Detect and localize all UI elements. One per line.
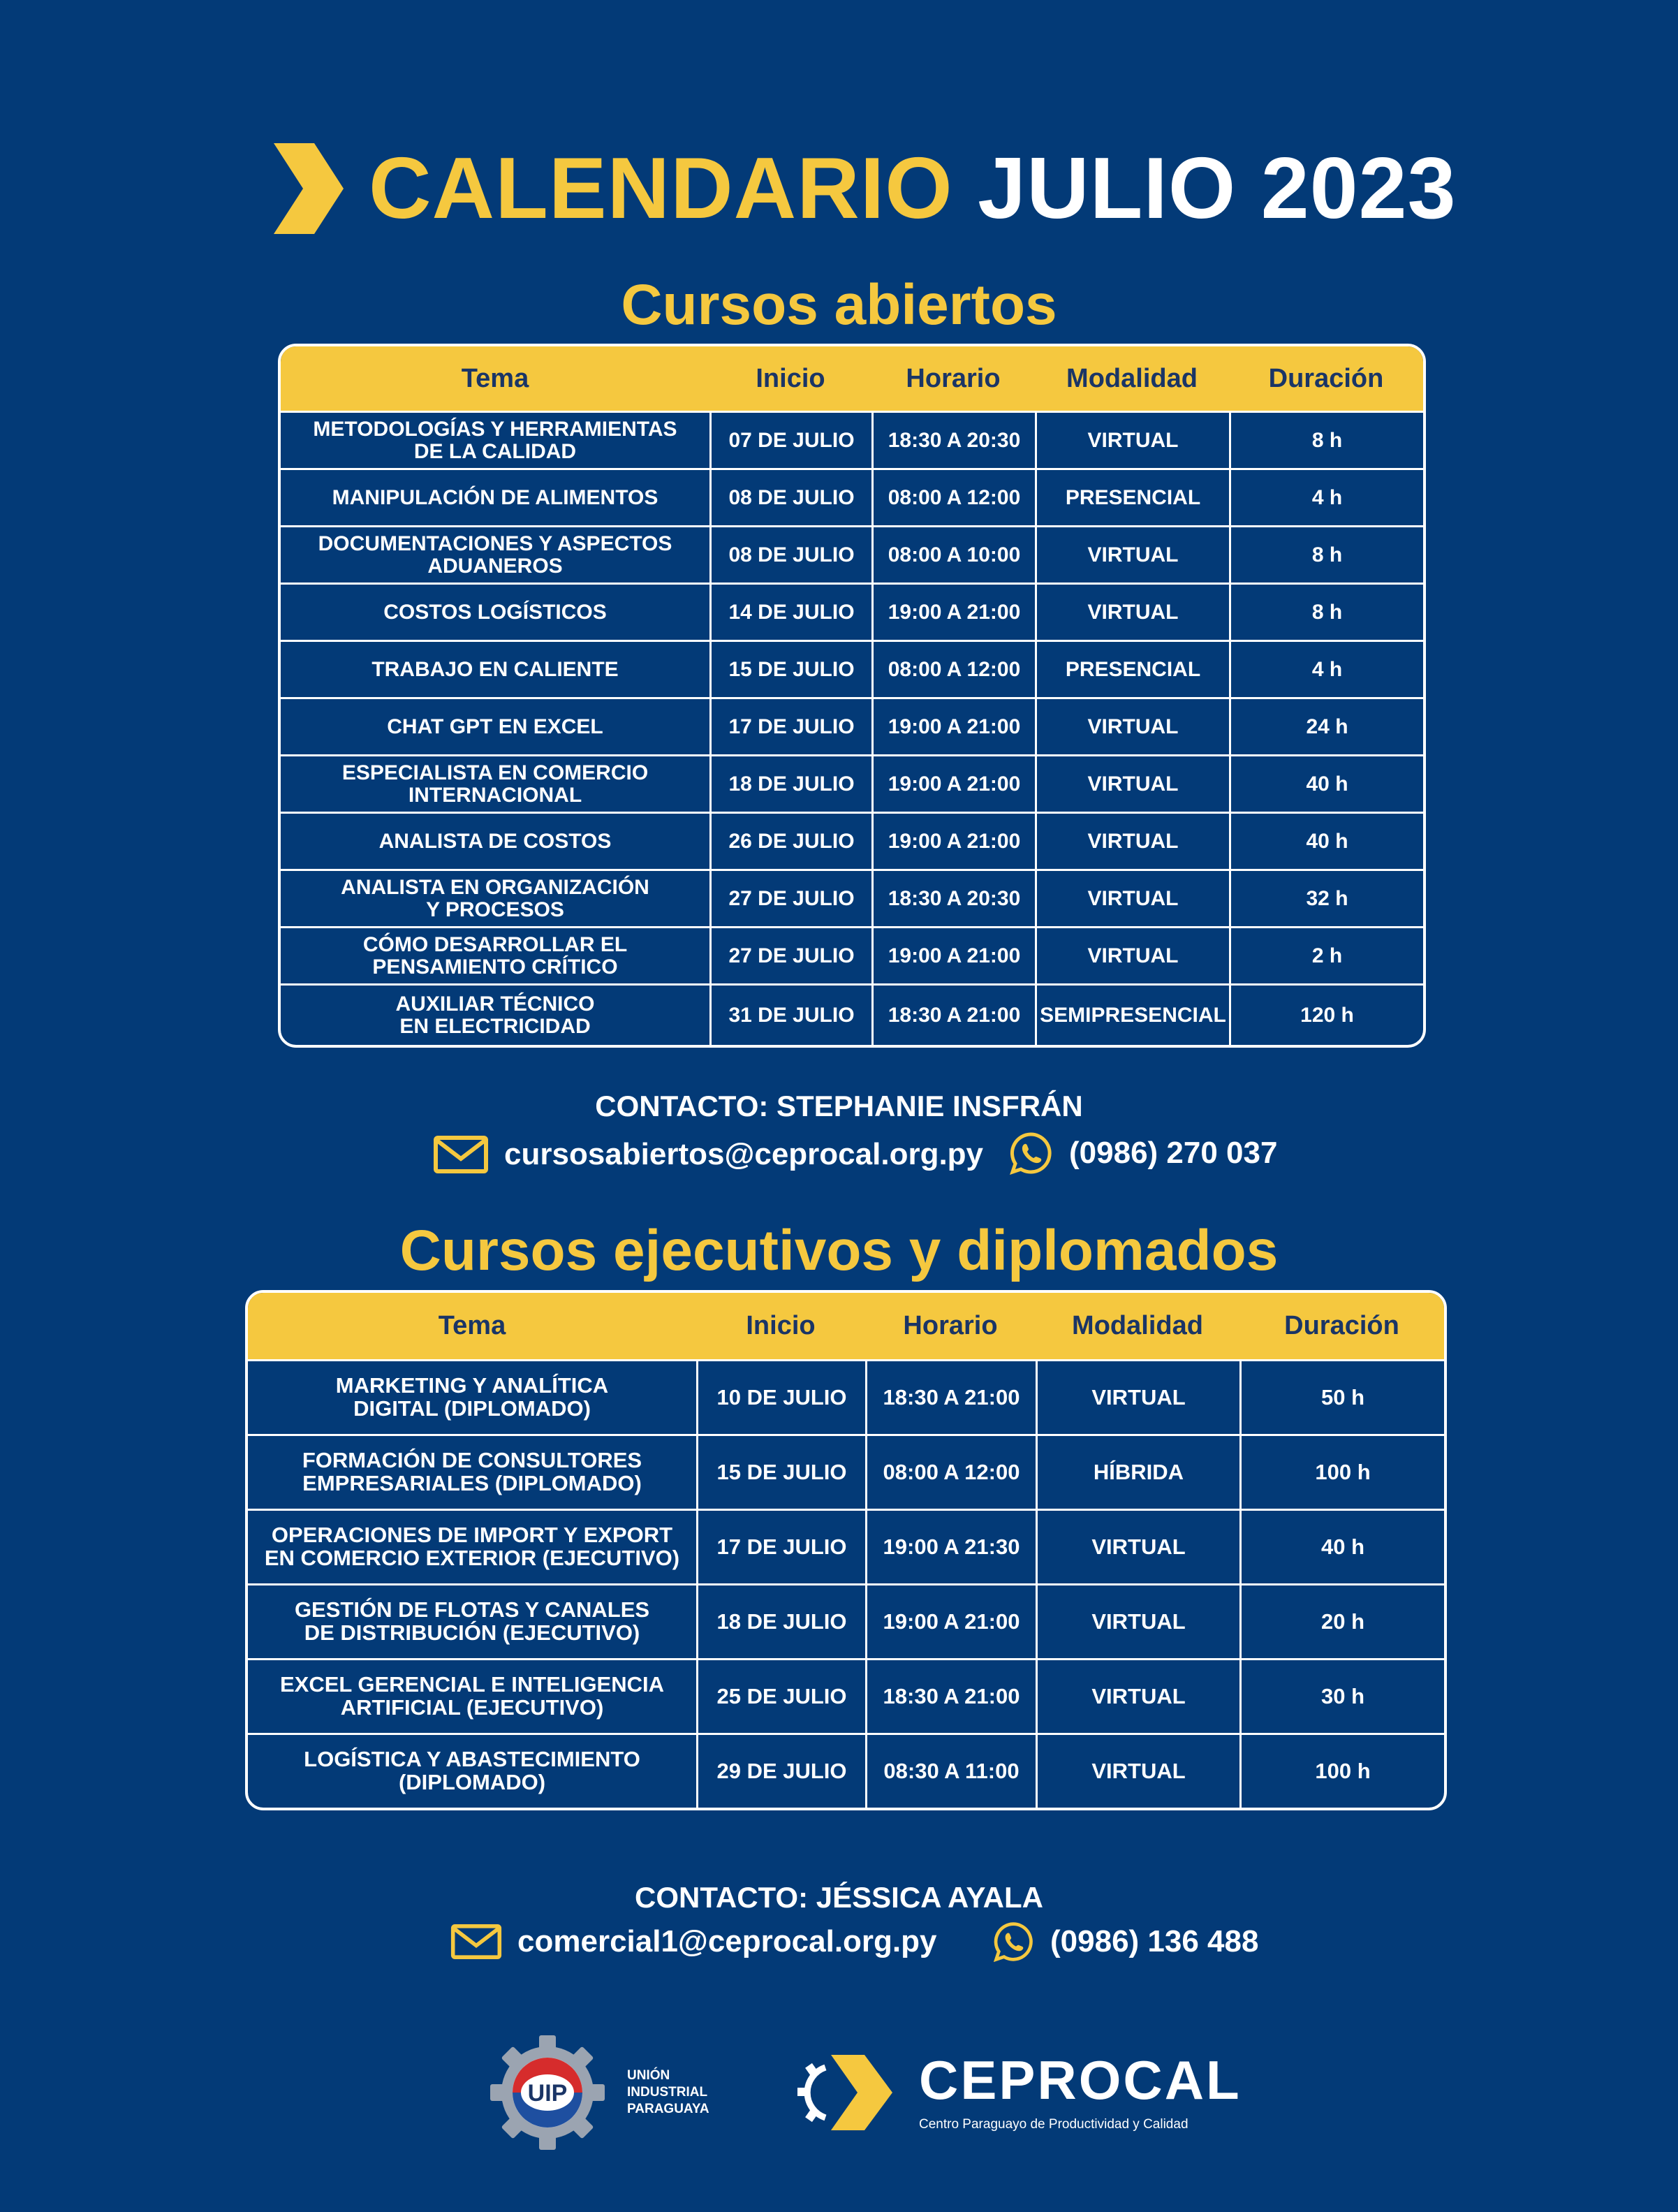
cell-col-horario: 19:00 A 21:00	[871, 928, 1035, 983]
cell-col-horario: 18:30 A 20:30	[871, 413, 1035, 468]
cell-col-inicio: 15 DE JULIO	[709, 642, 871, 697]
cell-col-inicio: 26 DE JULIO	[709, 814, 871, 869]
whatsapp-icon	[992, 1920, 1035, 1963]
cell-col-duracion: 8 h	[1229, 527, 1423, 583]
cell-col-tema: ESPECIALISTA EN COMERCIO INTERNACIONAL	[341, 761, 649, 807]
cell-col-modalidad: SEMIPRESENCIAL	[1035, 986, 1229, 1045]
table-row	[248, 1583, 1444, 1658]
cell-col-modalidad: VIRTUAL	[1035, 814, 1229, 869]
executive-courses-contact-name: CONTACTO: JÉSSICA AYALA	[635, 1881, 1043, 1914]
cell-col-inicio: 15 DE JULIO	[696, 1436, 865, 1509]
cell-col-duracion: 120 h	[1229, 986, 1423, 1045]
executive-courses-table	[245, 1290, 1447, 1810]
cell-col-duracion: 8 h	[1229, 585, 1423, 640]
cell-col-horario: 08:30 A 11:00	[865, 1735, 1036, 1808]
cell-col-duracion: 30 h	[1239, 1660, 1444, 1733]
cell-col-modalidad: PRESENCIAL	[1035, 642, 1229, 697]
cell-col-horario: 18:30 A 20:30	[871, 871, 1035, 926]
title-main: JULIO 2023	[978, 140, 1457, 237]
cell-col-modalidad: VIRTUAL	[1035, 871, 1229, 926]
table-header	[281, 346, 1423, 411]
header-col-modalidad: Modalidad	[1066, 363, 1198, 393]
ceprocal-words	[919, 2049, 1242, 2132]
table-row	[281, 525, 1423, 583]
cell-col-tema: TRABAJO EN CALIENTE	[371, 657, 619, 681]
header-col-inicio: Inicio	[746, 1311, 816, 1340]
cell-col-duracion: 100 h	[1239, 1436, 1444, 1509]
page-header	[274, 140, 1457, 237]
cell-col-tema: DOCUMENTACIONES Y ASPECTOS ADUANEROS	[318, 532, 672, 578]
table-row	[281, 926, 1423, 983]
cell-col-modalidad: VIRTUAL	[1035, 413, 1229, 468]
executive-courses-title: Cursos ejecutivos y diplomados	[399, 1219, 1279, 1282]
uip-line-2: INDUSTRIAL	[627, 2085, 708, 2100]
cell-col-tema: OPERACIONES DE IMPORT Y EXPORT EN COMERCIO EXTERIOR (EJECUTIVO)	[264, 1523, 680, 1570]
uip-line-3: PARAGUAYA	[627, 2101, 709, 2116]
phone-text: (0986) 270 037	[1069, 1136, 1278, 1170]
cell-col-inicio: 18 DE JULIO	[696, 1585, 865, 1658]
cell-col-duracion: 100 h	[1239, 1735, 1444, 1808]
executive-courses-phone[interactable]	[992, 1920, 1258, 1963]
cell-col-tema: GESTIÓN DE FLOTAS Y CANALES DE DISTRIBUCIÓN (EJECUTIVO)	[294, 1597, 650, 1645]
cell-col-modalidad: VIRTUAL	[1036, 1361, 1239, 1434]
uip-logo	[489, 2034, 709, 2151]
uip-badge: UIP	[527, 2080, 568, 2107]
table-row	[281, 411, 1423, 468]
table-row	[248, 1359, 1444, 1434]
cell-col-modalidad: VIRTUAL	[1035, 928, 1229, 983]
open-courses-phone[interactable]	[1008, 1130, 1277, 1176]
cell-col-duracion: 24 h	[1229, 699, 1423, 754]
chevron-icon	[274, 143, 344, 234]
cell-col-inicio: 10 DE JULIO	[696, 1361, 865, 1434]
cell-col-tema: CHAT GPT EN EXCEL	[387, 715, 603, 738]
cell-col-horario: 18:30 A 21:00	[871, 986, 1035, 1045]
header-col-duracion: Duración	[1284, 1311, 1399, 1340]
cell-col-duracion: 40 h	[1239, 1511, 1444, 1583]
open-courses-title: Cursos abiertos	[621, 273, 1057, 337]
cell-col-inicio: 17 DE JULIO	[709, 699, 871, 754]
cell-col-modalidad: VIRTUAL	[1035, 699, 1229, 754]
header-col-modalidad: Modalidad	[1072, 1311, 1203, 1340]
cell-col-horario: 19:00 A 21:30	[865, 1511, 1036, 1583]
cell-col-tema: FORMACIÓN DE CONSULTORES EMPRESARIALES (DIPLOMADO)	[302, 1448, 642, 1495]
cell-col-horario: 08:00 A 12:00	[871, 470, 1035, 525]
cell-col-horario: 18:30 A 21:00	[865, 1361, 1036, 1434]
table-row	[281, 583, 1423, 640]
mail-icon	[450, 1924, 502, 1960]
ceprocal-logo	[796, 2051, 1242, 2134]
cell-col-duracion: 2 h	[1229, 928, 1423, 983]
cell-col-horario: 08:00 A 12:00	[865, 1436, 1036, 1509]
cell-col-inicio: 08 DE JULIO	[709, 527, 871, 583]
cell-col-duracion: 20 h	[1239, 1585, 1444, 1658]
ceprocal-gear-chevron-icon	[796, 2051, 894, 2134]
uip-text	[627, 2067, 709, 2117]
cell-col-modalidad: VIRTUAL	[1036, 1660, 1239, 1733]
title-accent: CALENDARIO	[369, 140, 953, 237]
header-col-duracion: Duración	[1268, 363, 1384, 393]
table-header	[248, 1293, 1444, 1359]
header-col-horario: Horario	[903, 1311, 998, 1340]
cell-col-tema: CÓMO DESARROLLAR EL PENSAMIENTO CRÍTICO	[362, 933, 628, 979]
table-row	[281, 869, 1423, 926]
table-row	[281, 754, 1423, 812]
cell-col-horario: 19:00 A 21:00	[871, 585, 1035, 640]
cell-col-modalidad: VIRTUAL	[1035, 585, 1229, 640]
page-title	[369, 140, 1457, 237]
phone-text: (0986) 136 488	[1050, 1924, 1259, 1958]
cell-col-horario: 19:00 A 21:00	[871, 699, 1035, 754]
header-col-tema: Tema	[461, 363, 529, 393]
cell-col-horario: 08:00 A 10:00	[871, 527, 1035, 583]
header-col-tema: Tema	[438, 1311, 506, 1340]
cell-col-horario: 19:00 A 21:00	[871, 814, 1035, 869]
cell-col-modalidad: VIRTUAL	[1035, 527, 1229, 583]
table-row	[281, 468, 1423, 525]
cell-col-duracion: 4 h	[1229, 470, 1423, 525]
cell-col-tema: METODOLOGÍAS Y HERRAMIENTAS DE LA CALIDAD	[313, 418, 677, 463]
cell-col-duracion: 4 h	[1229, 642, 1423, 697]
header-col-inicio: Inicio	[756, 363, 825, 393]
table-row	[281, 812, 1423, 869]
cell-col-inicio: 17 DE JULIO	[696, 1511, 865, 1583]
cell-col-tema: EXCEL GERENCIAL E INTELIGENCIA ARTIFICIAL (EJECUTIVO)	[279, 1672, 665, 1720]
cell-col-duracion: 50 h	[1239, 1361, 1444, 1434]
open-courses-email[interactable]	[433, 1135, 983, 1174]
table-row	[248, 1658, 1444, 1733]
cell-col-modalidad: HÍBRIDA	[1036, 1436, 1239, 1509]
cell-col-inicio: 27 DE JULIO	[709, 928, 871, 983]
cell-col-inicio: 07 DE JULIO	[709, 413, 871, 468]
table-row	[248, 1509, 1444, 1583]
table-row	[248, 1434, 1444, 1509]
cell-col-horario: 08:00 A 12:00	[871, 642, 1035, 697]
executive-courses-email[interactable]	[450, 1924, 937, 1960]
cell-col-tema: LOGÍSTICA Y ABASTECIMIENTO (DIPLOMADO)	[304, 1747, 640, 1794]
cell-col-tema: COSTOS LOGÍSTICOS	[383, 600, 607, 624]
cell-col-horario: 18:30 A 21:00	[865, 1660, 1036, 1733]
cell-col-inicio: 18 DE JULIO	[709, 756, 871, 812]
cell-col-inicio: 27 DE JULIO	[709, 871, 871, 926]
table-row	[248, 1733, 1444, 1808]
cell-col-tema: ANALISTA EN ORGANIZACIÓN Y PROCESOS	[341, 876, 649, 921]
cell-col-duracion: 40 h	[1229, 814, 1423, 869]
gear-icon	[489, 2034, 606, 2151]
header-col-horario: Horario	[906, 363, 1001, 393]
cell-col-horario: 19:00 A 21:00	[865, 1585, 1036, 1658]
ceprocal-tagline: Centro Paraguayo de Productividad y Calidad	[919, 2117, 1188, 2132]
cell-col-modalidad: VIRTUAL	[1035, 756, 1229, 812]
cell-col-tema: AUXILIAR TÉCNICO EN ELECTRICIDAD	[395, 993, 595, 1038]
cell-col-modalidad: VIRTUAL	[1036, 1511, 1239, 1583]
cell-col-inicio: 08 DE JULIO	[709, 470, 871, 525]
email-text: comercial1@ceprocal.org.py	[517, 1924, 937, 1958]
table-row	[281, 983, 1423, 1045]
open-courses-table	[278, 344, 1426, 1048]
cell-col-duracion: 8 h	[1229, 413, 1423, 468]
table-row	[281, 697, 1423, 754]
cell-col-modalidad: VIRTUAL	[1036, 1735, 1239, 1808]
table-row	[281, 640, 1423, 697]
open-courses-contact-name: CONTACTO: STEPHANIE INSFRÁN	[595, 1090, 1083, 1122]
cell-col-inicio: 29 DE JULIO	[696, 1735, 865, 1808]
cell-col-inicio: 14 DE JULIO	[709, 585, 871, 640]
mail-icon	[433, 1135, 489, 1174]
cell-col-inicio: 25 DE JULIO	[696, 1660, 865, 1733]
email-text: cursosabiertos@ceprocal.org.py	[504, 1137, 984, 1171]
uip-line-1: UNIÓN	[627, 2068, 670, 2083]
cell-col-tema: MARKETING Y ANALÍTICA DIGITAL (DIPLOMADO)	[335, 1373, 609, 1421]
cell-col-inicio: 31 DE JULIO	[709, 986, 871, 1045]
cell-col-horario: 19:00 A 21:00	[871, 756, 1035, 812]
cell-col-duracion: 32 h	[1229, 871, 1423, 926]
cell-col-modalidad: VIRTUAL	[1036, 1585, 1239, 1658]
ceprocal-name: CEPROCAL	[919, 2049, 1242, 2111]
cell-col-tema: MANIPULACIÓN DE ALIMENTOS	[332, 485, 658, 509]
cell-col-tema: ANALISTA DE COSTOS	[378, 829, 612, 853]
cell-col-duracion: 40 h	[1229, 756, 1423, 812]
cell-col-modalidad: PRESENCIAL	[1035, 470, 1229, 525]
whatsapp-icon	[1008, 1130, 1054, 1176]
